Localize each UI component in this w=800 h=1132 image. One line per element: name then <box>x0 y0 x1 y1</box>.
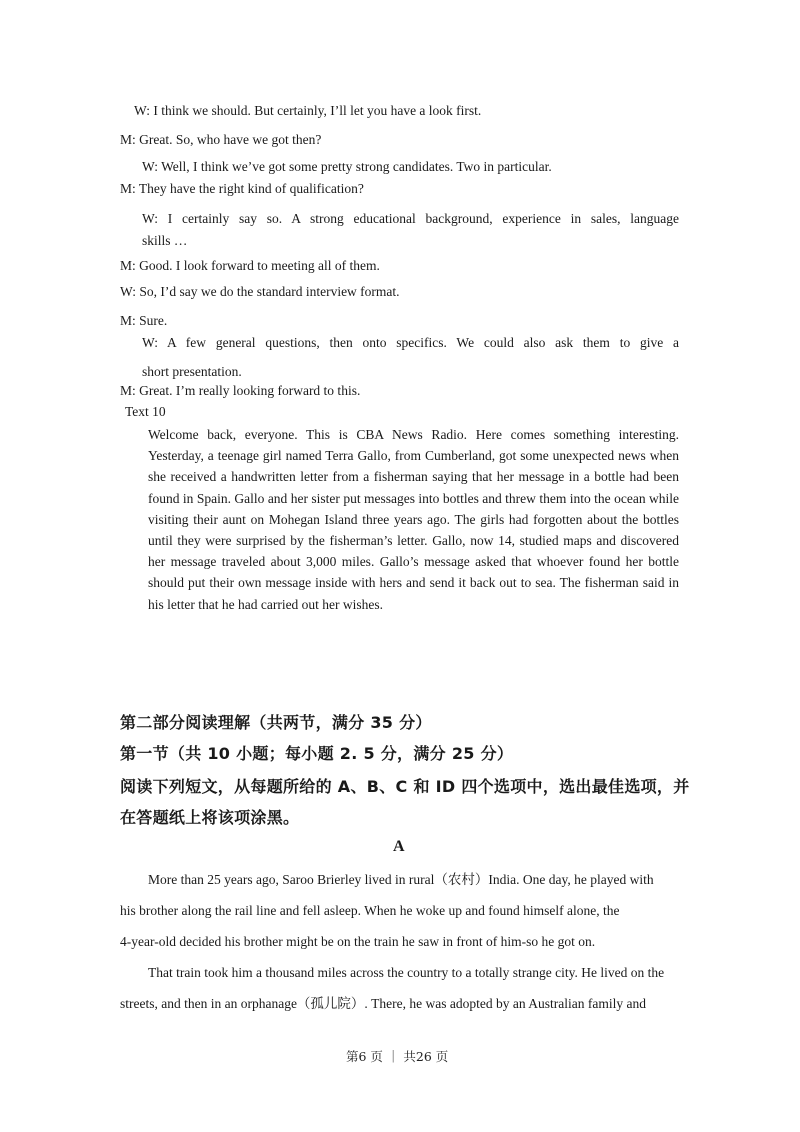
page-footer: 第6 页 ｜ 共26 页 <box>346 1049 449 1064</box>
dialogue-line-5-cont: skills … <box>142 233 188 248</box>
instruction-line-1: 阅读下列短文，从每题所给的 A、B、C 和 ID 四个选项中，选出最佳选项，并 <box>120 777 690 796</box>
passage-a-line-1: More than 25 years ago, Saroo Brierley lived in rural（农村）India. One day, he played with <box>148 872 654 887</box>
dialogue-line-2: M: Great. So, who have we got then? <box>120 132 322 147</box>
dialogue-line-3: W: Well, I think we’ve got some pretty strong candidates. Two in particular. <box>142 159 552 174</box>
dialogue-line-10: M: Great. I’m really looking forward to this. <box>120 383 361 398</box>
passage-a-label: A <box>393 838 405 855</box>
dialogue-line-9-cont: short presentation. <box>142 364 242 379</box>
dialogue-line-5: W: I certainly say so. A strong educational background, experience in sales, language <box>142 211 679 226</box>
passage-a-line-2: his brother along the rail line and fell asleep. When he woke up and found himself alone, the <box>120 903 620 918</box>
passage-a-line-3: 4-year-old decided his brother might be on the train he saw in front of him-so he got on. <box>120 934 596 949</box>
dialogue-line-7: W: So, I’d say we do the standard interview format. <box>120 284 400 299</box>
part2-title: 第二部分阅读理解（共两节，满分 35 分） <box>120 713 432 732</box>
section1-title: 第一节（共 10 小题；每小题 2. 5 分，满分 25 分） <box>120 744 514 763</box>
dialogue-line-6: M: Good. I look forward to meeting all of them. <box>120 258 380 273</box>
passage-a-line-5: streets, and then in an orphanage（孤儿院）. There, he was adopted by an Australian family and <box>120 996 646 1011</box>
text10-body: Welcome back, everyone. This is CBA News Radio. Here comes something interesting. Yesterday, a teenage girl named Terra Gallo, from Cumberland, got some unexpected news when she received a handwritten letter from a fisherman saying that her message in a bottle had been found in Spain. Gallo and her sister put messages into bottles and threw them into the ocean while visiting their aunt on Mohegan Island three years ago. The girls had forgotten about the bottles until they were surprised by the fisherman’s letter. Gallo, now 14, studied maps and discovered her message traveled about 3,000 miles. Gallo’s message asked that whoever found her bottle should put their own message inside with hers and send it back out to sea. The fisherman said in his letter that he had carried out her wishes. <box>148 427 679 612</box>
instruction-line-2: 在答题纸上将该项涂黑。 <box>120 808 300 827</box>
passage-a-line-4: That train took him a thousand miles across the country to a totally strange city. He lived on the <box>148 965 665 980</box>
dialogue-line-9: W: A few general questions, then onto specifics. We could also ask them to give a <box>142 335 679 350</box>
dialogue-line-1: W: I think we should. But certainly, I’ll let you have a look first. <box>134 103 482 118</box>
dialogue-line-8: M: Sure. <box>120 313 168 328</box>
text10-heading: Text 10 <box>125 404 166 419</box>
dialogue-line-4: M: They have the right kind of qualification? <box>120 181 364 196</box>
